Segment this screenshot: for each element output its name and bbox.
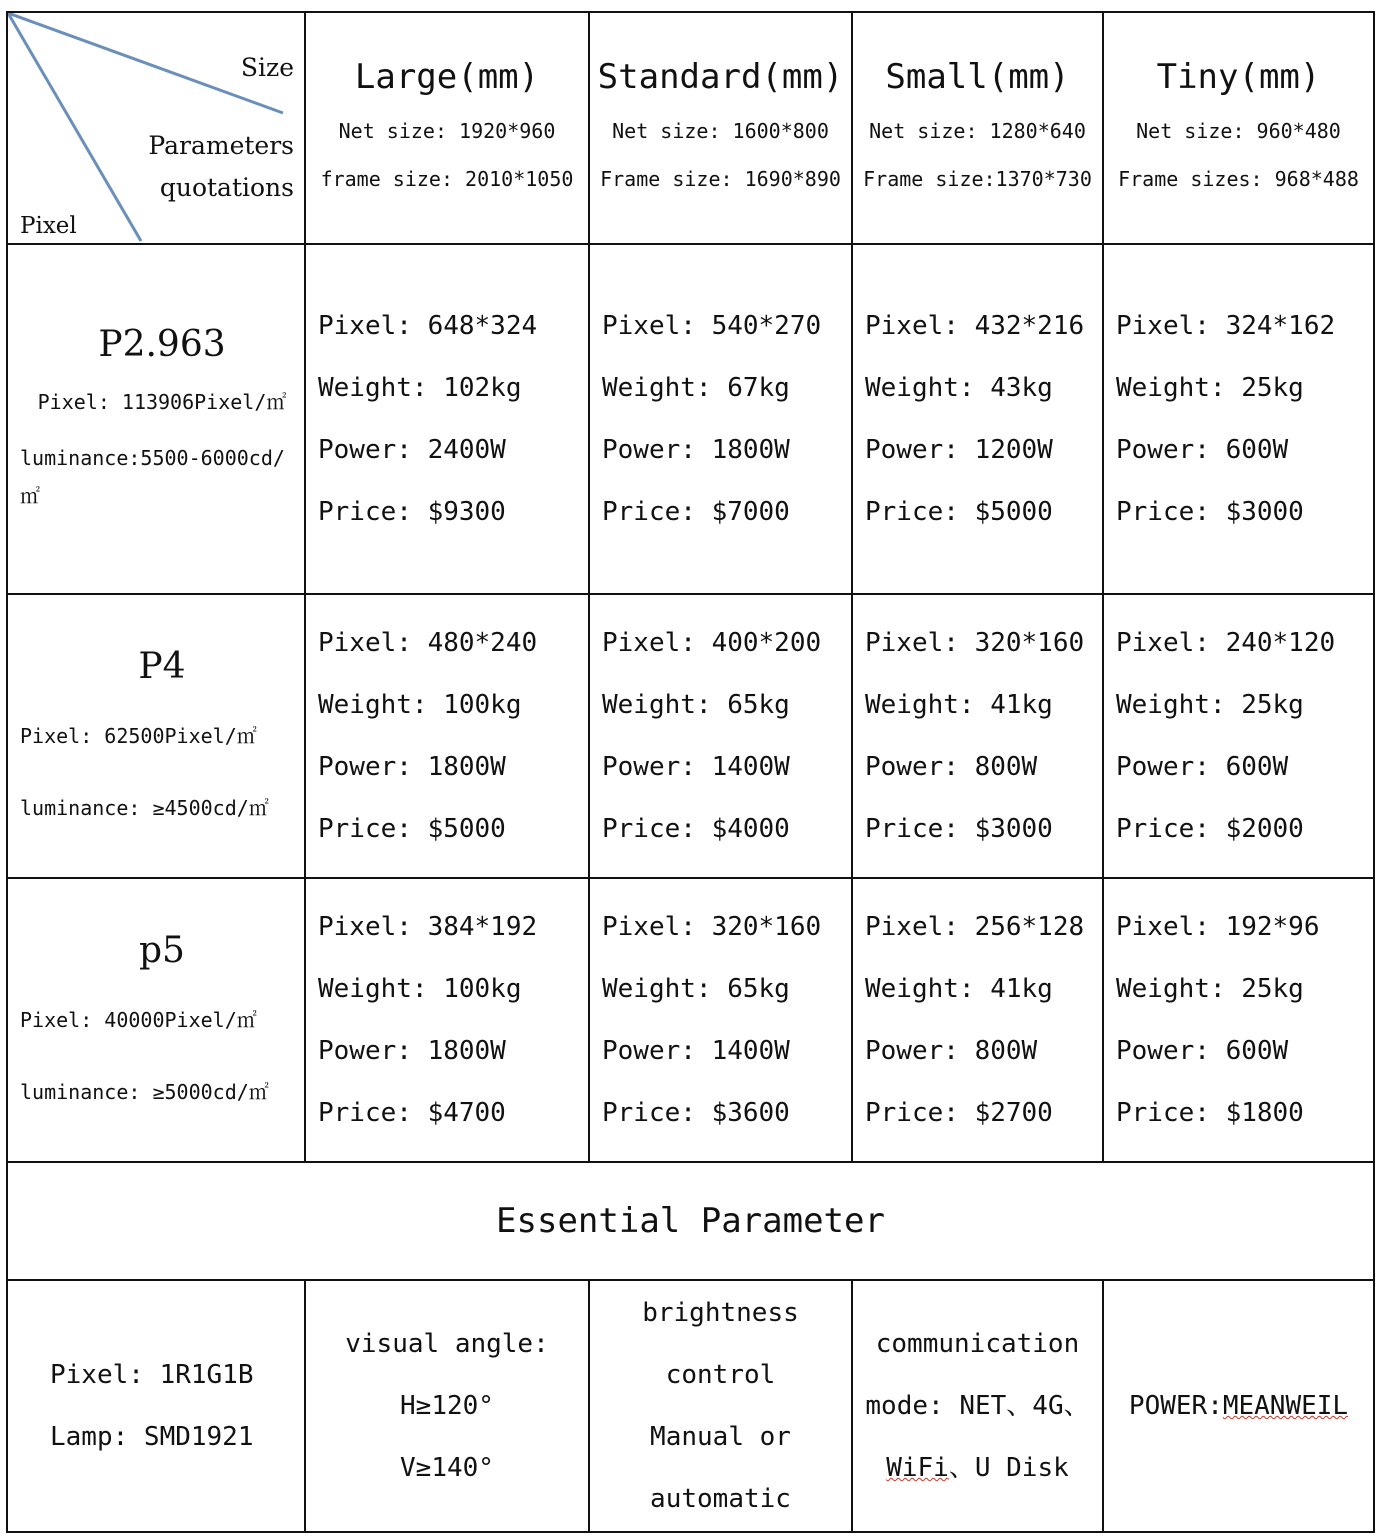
- price-value: Price: $4700: [318, 1098, 506, 1128]
- column-header-standard: [589, 12, 852, 244]
- luminance: luminance: ≥5000cd/㎡: [20, 1079, 269, 1104]
- column-title: Standard(mm): [597, 57, 844, 97]
- pixel-value: Pixel: 384*192: [318, 912, 538, 942]
- power-value: Power: 1800W: [318, 1036, 506, 1066]
- power-value: Power: 600W: [1116, 752, 1289, 782]
- weight-value: Weight: 43kg: [865, 373, 1053, 403]
- pixel-axis-label: Pixel: [20, 213, 77, 239]
- power-value: Power: 800W: [865, 1036, 1038, 1066]
- column-title: Large(mm): [354, 57, 540, 97]
- column-title: Small(mm): [885, 57, 1070, 97]
- net-size: Net size: 1600*800: [612, 119, 829, 143]
- pixel-type: Pixel: 1R1G1B: [50, 1360, 254, 1390]
- price-value: Price: $5000: [865, 497, 1053, 527]
- luminance: luminance:5500-6000cd/: [20, 445, 285, 470]
- table-row: [7, 878, 1374, 1162]
- visual-angle-label: visual angle:: [345, 1329, 549, 1359]
- essential-row: [7, 1280, 1374, 1532]
- spec-cell: [852, 594, 1103, 878]
- visual-angle-cell: [305, 1280, 589, 1532]
- weight-value: Weight: 102kg: [318, 373, 522, 403]
- pixel-value: Pixel: 648*324: [318, 311, 538, 341]
- luminance: luminance: ≥4500cd/㎡: [20, 795, 269, 820]
- wifi-text: WiFi: [886, 1453, 949, 1483]
- brightness-line-2: control: [665, 1360, 776, 1390]
- power-value: Power: 600W: [1116, 435, 1289, 465]
- power-prefix: POWER:: [1128, 1391, 1223, 1421]
- communication-line-2: mode: NET、4G、: [865, 1391, 1090, 1421]
- pitch-label: P2.963: [98, 323, 226, 365]
- power-value: Power: 1400W: [602, 1036, 790, 1066]
- column-title: Tiny(mm): [1156, 57, 1321, 97]
- power-value: Power: 2400W: [318, 435, 506, 465]
- pixel-value: Pixel: 540*270: [602, 311, 822, 341]
- spec-cell: [589, 878, 852, 1162]
- diagonal-line-lower: [8, 13, 141, 241]
- net-size: Net size: 1280*640: [869, 119, 1086, 143]
- price-value: Price: $3000: [865, 814, 1053, 844]
- weight-value: Weight: 41kg: [865, 974, 1053, 1004]
- weight-value: Weight: 41kg: [865, 690, 1053, 720]
- pixel-value: Pixel: 320*160: [865, 628, 1085, 658]
- corner-cell: [7, 12, 305, 244]
- power-value: Power: 600W: [1116, 1036, 1289, 1066]
- brightness-cell: [589, 1280, 852, 1532]
- power-value: Power: 1200W: [865, 435, 1053, 465]
- price-value: Price: $4000: [602, 814, 790, 844]
- price-value: Price: $1800: [1116, 1098, 1304, 1128]
- brightness-line-4: automatic: [650, 1484, 791, 1514]
- essential-parameter-title: Essential Parameter: [7, 1162, 1374, 1280]
- pixel-value: Pixel: 256*128: [865, 912, 1085, 942]
- weight-value: Weight: 100kg: [318, 690, 522, 720]
- row-label-p2963: [7, 244, 305, 594]
- price-value: Price: $2000: [1116, 814, 1304, 844]
- column-header-tiny: [1103, 12, 1374, 244]
- price-value: Price: $5000: [318, 814, 506, 844]
- frame-size: Frame size: 1690*890: [600, 167, 841, 191]
- spec-cell: [589, 244, 852, 594]
- price-value: Price: $7000: [602, 497, 790, 527]
- spec-cell: [1103, 594, 1374, 878]
- vertical-angle: V≥140°: [400, 1453, 494, 1483]
- pixel-lamp-cell: [7, 1280, 305, 1532]
- pixel-value: Pixel: 480*240: [318, 628, 538, 658]
- header-row: [7, 12, 1374, 244]
- pixel-value: Pixel: 240*120: [1116, 628, 1336, 658]
- weight-value: Weight: 25kg: [1116, 690, 1304, 720]
- power-value: Power: 1400W: [602, 752, 790, 782]
- power-value: Power: 800W: [865, 752, 1038, 782]
- frame-size: Frame size:1370*730: [863, 167, 1092, 191]
- spec-cell: [1103, 878, 1374, 1162]
- communication-line-3: [853, 1437, 1102, 1499]
- spec-cell: [852, 878, 1103, 1162]
- spec-cell: [305, 594, 589, 878]
- quotations-text: quotations: [159, 173, 294, 202]
- power-supply-cell: [1103, 1280, 1374, 1532]
- power-brand: MEANWEIL: [1222, 1391, 1349, 1421]
- price-value: Price: $3000: [1116, 497, 1304, 527]
- parameters-text: Parameters: [148, 131, 294, 160]
- pixel-value: Pixel: 192*96: [1116, 912, 1320, 942]
- net-size: Net size: 1920*960: [338, 119, 556, 143]
- power-value: Power: 1800W: [602, 435, 790, 465]
- price-value: Price: $2700: [865, 1098, 1053, 1128]
- price-value: Price: $3600: [602, 1098, 790, 1128]
- table-row: [7, 244, 1374, 594]
- price-value: Price: $9300: [318, 497, 506, 527]
- weight-value: Weight: 67kg: [602, 373, 790, 403]
- quotation-table: [6, 11, 1375, 1533]
- spec-cell: [589, 594, 852, 878]
- pixel-density: Pixel: 40000Pixel/㎡: [20, 1007, 257, 1032]
- weight-value: Weight: 65kg: [602, 974, 790, 1004]
- power-supply: [1104, 1375, 1373, 1437]
- pixel-value: Pixel: 400*200: [602, 628, 822, 658]
- row-label-p4: [7, 594, 305, 878]
- frame-size: Frame sizes: 968*488: [1118, 167, 1359, 191]
- spec-cell: [852, 244, 1103, 594]
- weight-value: Weight: 25kg: [1116, 373, 1304, 403]
- power-value: Power: 1800W: [318, 752, 506, 782]
- size-label: Size: [240, 53, 294, 82]
- luminance-unit: ㎡: [20, 483, 40, 508]
- brightness-line-3: Manual or: [650, 1422, 791, 1452]
- column-header-large: [305, 12, 589, 244]
- pixel-density: Pixel: 62500Pixel/㎡: [20, 723, 257, 748]
- frame-size: frame size: 2010*1050: [320, 167, 574, 191]
- pitch-label: P4: [138, 645, 186, 687]
- horizontal-angle: H≥120°: [400, 1391, 494, 1421]
- spec-cell: [1103, 244, 1374, 594]
- pixel-value: Pixel: 324*162: [1116, 311, 1336, 341]
- weight-value: Weight: 65kg: [602, 690, 790, 720]
- pitch-label: p5: [139, 929, 185, 971]
- essential-title-row: [7, 1162, 1374, 1280]
- table-row: [7, 594, 1374, 878]
- brightness-line-1: brightness: [642, 1298, 799, 1328]
- communication-cell: [852, 1280, 1103, 1532]
- spec-cell: [305, 878, 589, 1162]
- row-label-p5: [7, 878, 305, 1162]
- spec-cell: [305, 244, 589, 594]
- u-disk-text: 、U Disk: [948, 1453, 1069, 1483]
- weight-value: Weight: 25kg: [1116, 974, 1304, 1004]
- pixel-value: Pixel: 320*160: [602, 912, 822, 942]
- pixel-density: Pixel: 113906Pixel/㎡: [37, 389, 287, 414]
- lamp-type: Lamp: SMD1921: [50, 1422, 254, 1452]
- weight-value: Weight: 100kg: [318, 974, 522, 1004]
- column-header-small: [852, 12, 1103, 244]
- parameters-label: [148, 125, 294, 209]
- communication-line-1: communication: [875, 1329, 1080, 1359]
- pixel-value: Pixel: 432*216: [865, 311, 1085, 341]
- net-size: Net size: 960*480: [1136, 119, 1341, 143]
